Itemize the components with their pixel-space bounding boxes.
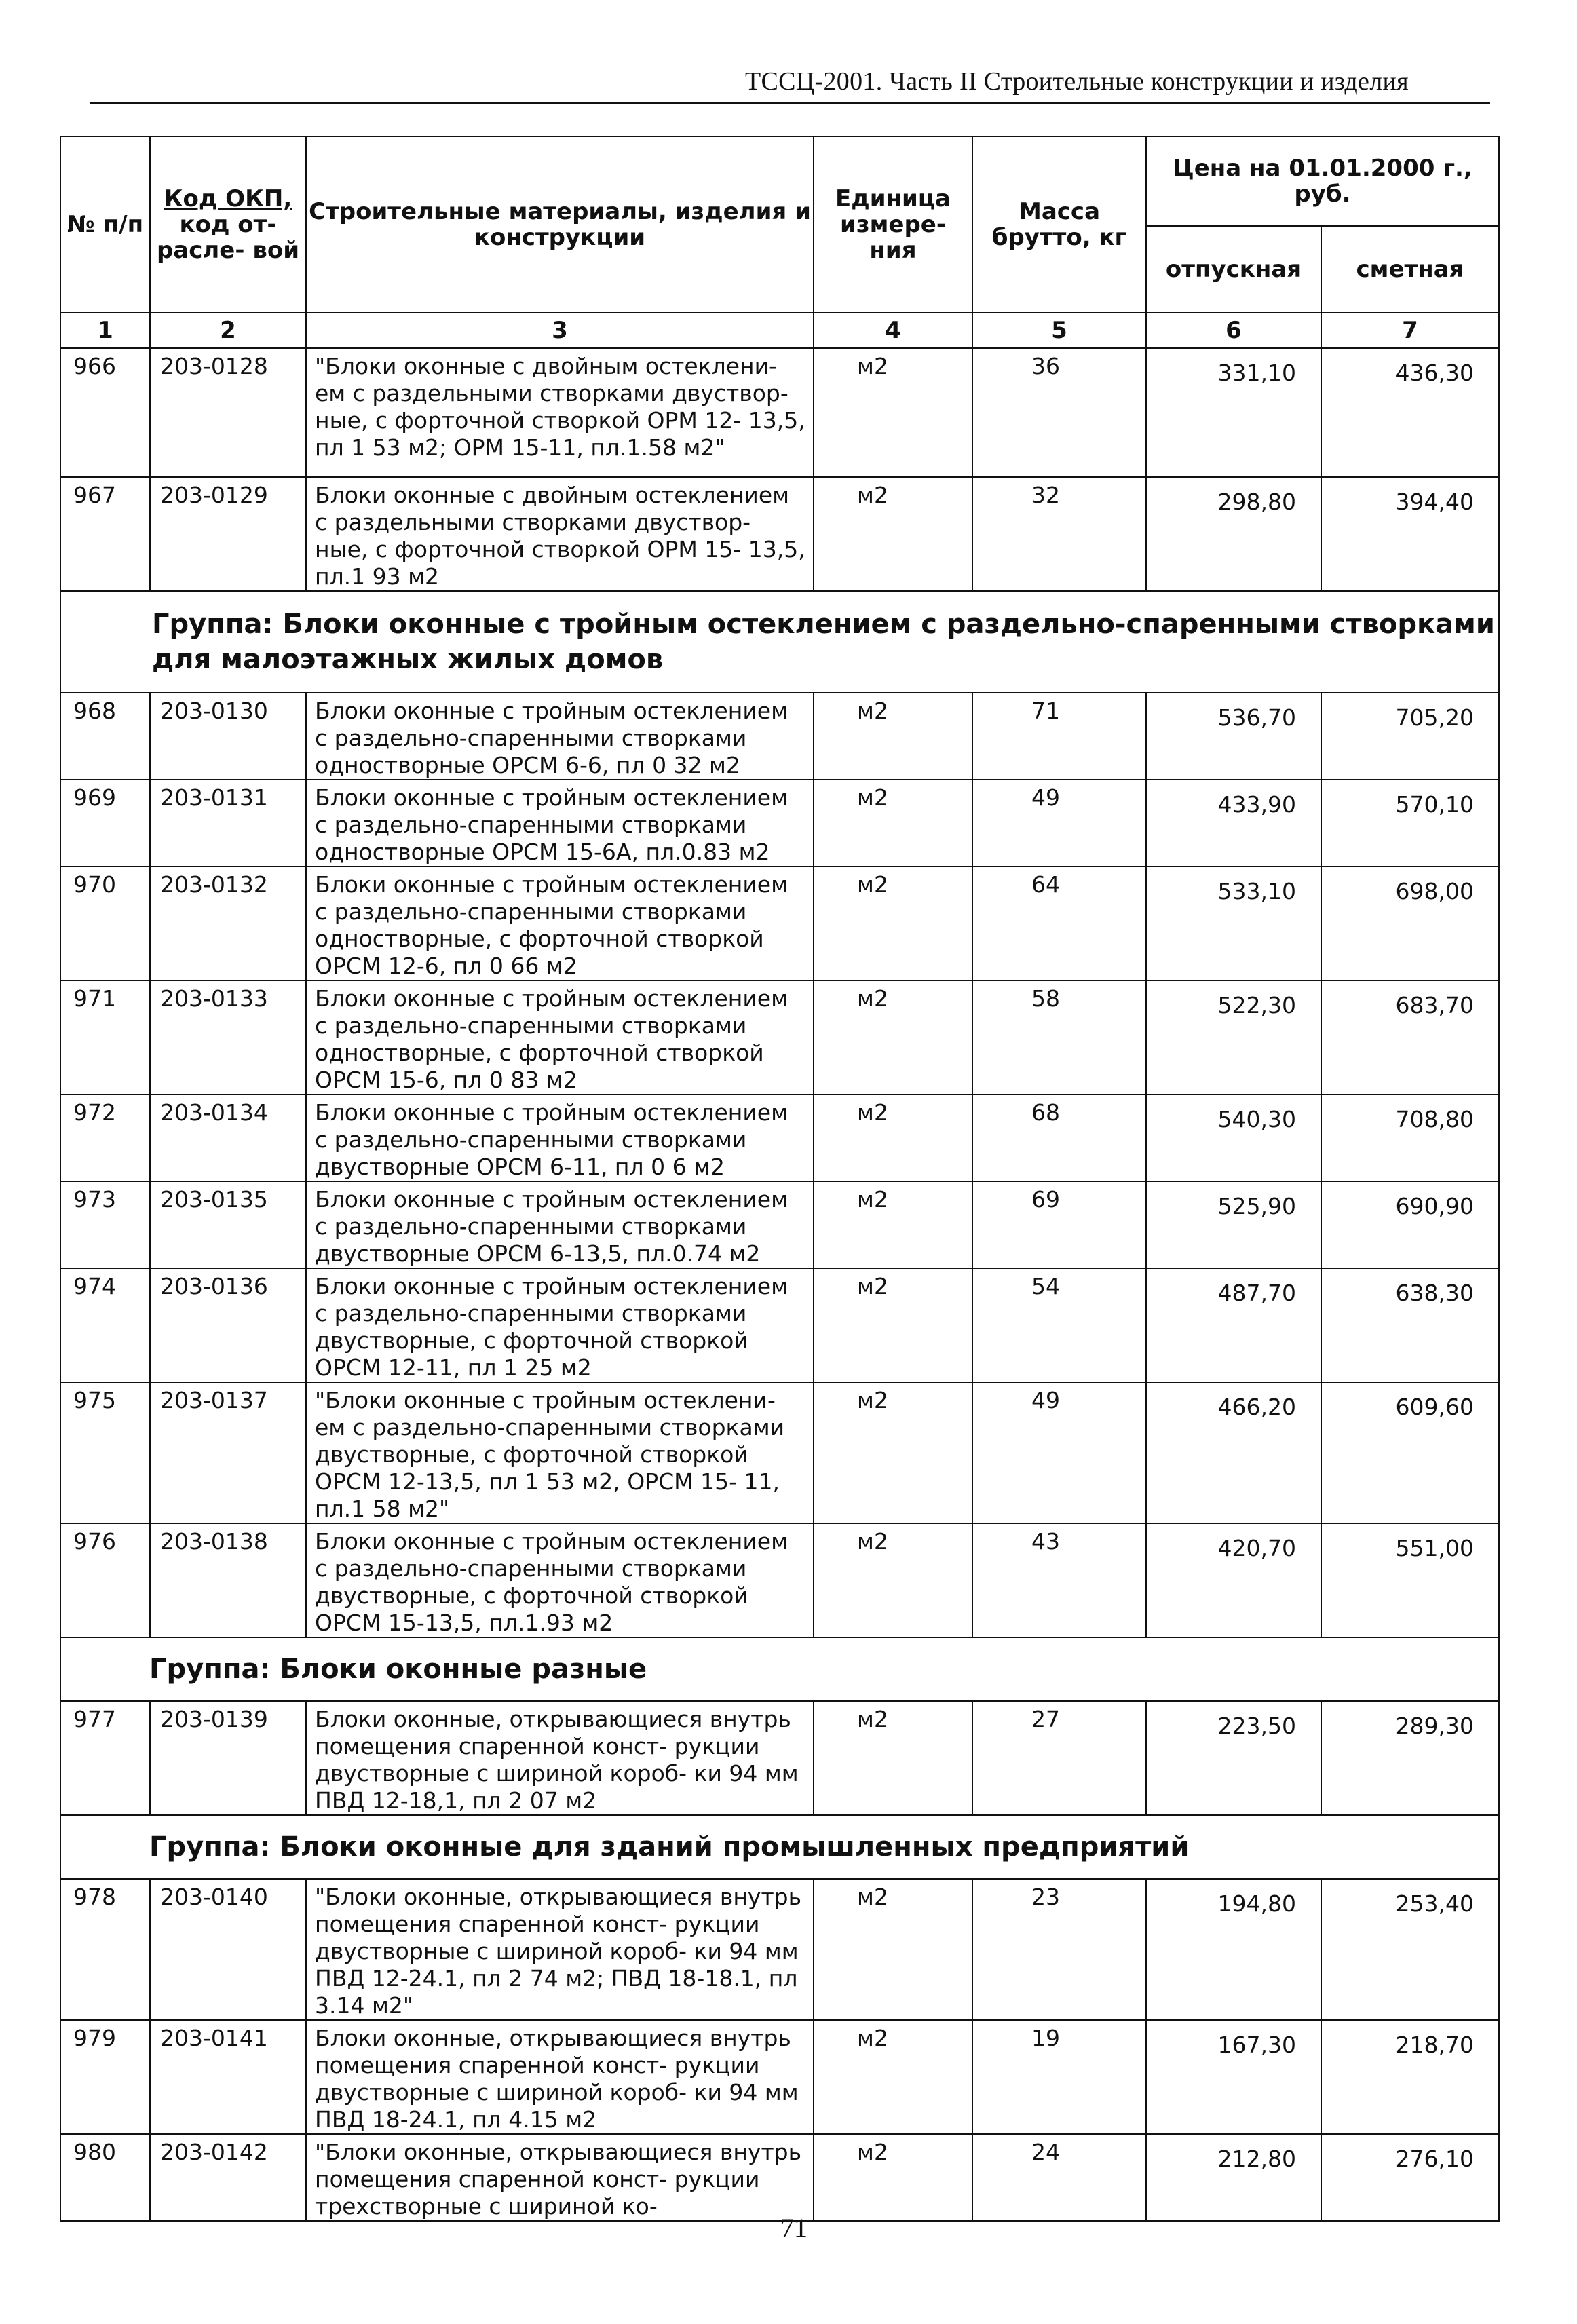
cell-price-estimate: 638,30 — [1321, 1268, 1499, 1382]
cell-price-estimate: 436,30 — [1321, 348, 1499, 477]
page-number: 71 — [780, 2213, 808, 2243]
cell-number: 973 — [60, 1181, 150, 1268]
cell-number: 967 — [60, 477, 150, 591]
table-body — [60, 348, 1499, 2221]
cell-price-estimate: 683,70 — [1321, 980, 1499, 1094]
group-title: Группа: Блоки оконные для зданий промышленных предприятий — [60, 1815, 1499, 1879]
cell-price-release: 331,10 — [1146, 348, 1321, 477]
column-number-row — [60, 313, 1499, 348]
column-number: 6 — [1146, 313, 1321, 348]
cell-unit: м2 — [814, 2134, 972, 2221]
cell-description: Блоки оконные с тройным остеклением с раздельно-спаренными створками одностворные, с форточной створкой ОРСМ 12-6, пл 0 66 м2 — [306, 866, 814, 980]
cell-number: 979 — [60, 2020, 150, 2134]
header-kod — [150, 136, 306, 313]
table-row — [60, 693, 1499, 780]
running-title: ТССЦ-2001. Часть II Строительные конструкции и изделия — [745, 67, 1409, 96]
cell-price-estimate: 253,40 — [1321, 1879, 1499, 2020]
cell-unit: м2 — [814, 693, 972, 780]
cell-code: 203-0141 — [150, 2020, 306, 2134]
header-price-release: отпускная — [1146, 226, 1321, 313]
cell-code: 203-0128 — [150, 348, 306, 477]
cell-code: 203-0133 — [150, 980, 306, 1094]
cell-number: 968 — [60, 693, 150, 780]
table-row — [60, 2020, 1499, 2134]
cell-mass: 36 — [972, 348, 1146, 477]
cell-description: "Блоки оконные, открывающиеся внутрь помещения спаренной конст- рукции двустворные с шириной короб- ки 94 мм ПВД 12-24.1, пл 2 74 м2; ПВД 18-18.1, пл 3.14 м2" — [306, 1879, 814, 2020]
cell-price-release: 525,90 — [1146, 1181, 1321, 1268]
cell-number: 971 — [60, 980, 150, 1094]
group-row — [60, 1815, 1499, 1879]
cell-number: 969 — [60, 780, 150, 866]
header-price: Цена на 01.01.2000 г., руб. — [1146, 136, 1499, 226]
column-number: 3 — [306, 313, 814, 348]
cell-code: 203-0140 — [150, 1879, 306, 2020]
header-mass: Масса брутто, кг — [972, 136, 1146, 313]
column-number: 7 — [1321, 313, 1499, 348]
table-row — [60, 1094, 1499, 1181]
cell-mass: 71 — [972, 693, 1146, 780]
cell-price-release: 194,80 — [1146, 1879, 1321, 2020]
cell-description: "Блоки оконные с двойным остеклени- ем с раздельными створками двуствор- ные, с форточной створкой ОРМ 12- 13,5, пл 1 53 м2; ОРМ 15-11, пл.1.58 м2" — [306, 348, 814, 477]
cell-mass: 24 — [972, 2134, 1146, 2221]
table-row — [60, 1879, 1499, 2020]
cell-code: 203-0136 — [150, 1268, 306, 1382]
cell-description: Блоки оконные с тройным остеклением с раздельно-спаренными створками двустворные ОРСМ 6-13,5, пл.0.74 м2 — [306, 1181, 814, 1268]
cell-price-estimate: 570,10 — [1321, 780, 1499, 866]
cell-number: 970 — [60, 866, 150, 980]
table-row — [60, 2134, 1499, 2221]
cell-unit: м2 — [814, 477, 972, 591]
cell-number: 975 — [60, 1382, 150, 1523]
cell-mass: 68 — [972, 1094, 1146, 1181]
cell-unit: м2 — [814, 1879, 972, 2020]
cell-mass: 58 — [972, 980, 1146, 1094]
cell-price-release: 533,10 — [1146, 866, 1321, 980]
cell-code: 203-0129 — [150, 477, 306, 591]
group-row — [60, 591, 1499, 693]
cell-code: 203-0131 — [150, 780, 306, 866]
cell-description: Блоки оконные, открывающиеся внутрь помещения спаренной конст- рукции двустворные с шириной короб- ки 94 мм ПВД 12-18,1, пл 2 07 м2 — [306, 1701, 814, 1815]
cell-unit: м2 — [814, 866, 972, 980]
table-row — [60, 780, 1499, 866]
table-row — [60, 1523, 1499, 1637]
cell-mass: 43 — [972, 1523, 1146, 1637]
cell-number: 976 — [60, 1523, 150, 1637]
cell-mass: 27 — [972, 1701, 1146, 1815]
cell-price-estimate: 394,40 — [1321, 477, 1499, 591]
cell-price-release: 487,70 — [1146, 1268, 1321, 1382]
cell-unit: м2 — [814, 1701, 972, 1815]
cell-code: 203-0138 — [150, 1523, 306, 1637]
cell-description: Блоки оконные с тройным остеклением с раздельно-спаренными створками двустворные ОРСМ 6-11, пл 0 6 м2 — [306, 1094, 814, 1181]
cell-unit: м2 — [814, 1094, 972, 1181]
cell-code: 203-0132 — [150, 866, 306, 980]
header-materials: Строительные материалы, изделия и конструкции — [306, 136, 814, 313]
cell-description: Блоки оконные с тройным остеклением с раздельно-спаренными створками двустворные, с форточной створкой ОРСМ 15-13,5, пл.1.93 м2 — [306, 1523, 814, 1637]
cell-description: Блоки оконные с тройным остеклением с раздельно-спаренными створками одностворные ОРСМ 6-6, пл 0 32 м2 — [306, 693, 814, 780]
cell-price-estimate: 289,30 — [1321, 1701, 1499, 1815]
cell-mass: 69 — [972, 1181, 1146, 1268]
group-title: Группа: Блоки оконные разные — [60, 1637, 1499, 1701]
cell-description: "Блоки оконные с тройным остеклени- ем с раздельно-спаренными створками двустворные, с форточной створкой ОРСМ 12-13,5, пл 1 53 м2, ОРСМ 15- 11, пл.1 58 м2" — [306, 1382, 814, 1523]
cell-description: Блоки оконные с тройным остеклением с раздельно-спаренными створками одностворные, с форточной створкой ОРСМ 15-6, пл 0 83 м2 — [306, 980, 814, 1094]
header-unit: Единица измере- ния — [814, 136, 972, 313]
cell-code: 203-0139 — [150, 1701, 306, 1815]
cell-unit: м2 — [814, 1382, 972, 1523]
cell-unit: м2 — [814, 1268, 972, 1382]
cell-price-release: 536,70 — [1146, 693, 1321, 780]
cell-description: "Блоки оконные, открывающиеся внутрь помещения спаренной конст- рукции трехстворные с шириной ко- — [306, 2134, 814, 2221]
cell-mass: 23 — [972, 1879, 1146, 2020]
cell-price-release: 223,50 — [1146, 1701, 1321, 1815]
table-row — [60, 866, 1499, 980]
cell-mass: 49 — [972, 1382, 1146, 1523]
cell-unit: м2 — [814, 348, 972, 477]
header-kod-main: Код ОКП, — [164, 185, 292, 212]
column-number: 1 — [60, 313, 150, 348]
cell-price-estimate: 609,60 — [1321, 1382, 1499, 1523]
cell-price-estimate: 708,80 — [1321, 1094, 1499, 1181]
cell-price-estimate: 690,90 — [1321, 1181, 1499, 1268]
group-title: Группа: Блоки оконные с тройным остеклением с раздельно-спаренными створками для малоэтажных жилых домов — [60, 591, 1499, 693]
group-row — [60, 1637, 1499, 1701]
cell-price-release: 540,30 — [1146, 1094, 1321, 1181]
cell-unit: м2 — [814, 1523, 972, 1637]
cell-mass: 64 — [972, 866, 1146, 980]
table-row — [60, 1701, 1499, 1815]
cell-price-release: 167,30 — [1146, 2020, 1321, 2134]
cell-price-estimate: 218,70 — [1321, 2020, 1499, 2134]
table-header — [60, 136, 1499, 348]
cell-description: Блоки оконные с тройным остеклением с раздельно-спаренными створками двустворные, с форточной створкой ОРСМ 12-11, пл 1 25 м2 — [306, 1268, 814, 1382]
header-rule — [90, 102, 1490, 104]
header-num: № п/п — [60, 136, 150, 313]
cell-mass: 54 — [972, 1268, 1146, 1382]
cell-mass: 32 — [972, 477, 1146, 591]
cell-price-release: 298,80 — [1146, 477, 1321, 591]
cell-price-release: 420,70 — [1146, 1523, 1321, 1637]
header-kod-sub: код от- расле- вой — [156, 211, 300, 264]
cell-unit: м2 — [814, 2020, 972, 2134]
cell-unit: м2 — [814, 780, 972, 866]
cell-mass: 19 — [972, 2020, 1146, 2134]
cell-number: 974 — [60, 1268, 150, 1382]
cell-price-estimate: 698,00 — [1321, 866, 1499, 980]
column-number: 5 — [972, 313, 1146, 348]
cell-price-release: 433,90 — [1146, 780, 1321, 866]
column-number: 4 — [814, 313, 972, 348]
table-row — [60, 1382, 1499, 1523]
cell-price-estimate: 276,10 — [1321, 2134, 1499, 2221]
table-row — [60, 1181, 1499, 1268]
cell-number: 980 — [60, 2134, 150, 2221]
cell-price-estimate: 551,00 — [1321, 1523, 1499, 1637]
cell-code: 203-0134 — [150, 1094, 306, 1181]
header-price-estimate: сметная — [1321, 226, 1499, 313]
cell-price-estimate: 705,20 — [1321, 693, 1499, 780]
cell-unit: м2 — [814, 1181, 972, 1268]
cell-code: 203-0142 — [150, 2134, 306, 2221]
cell-description: Блоки оконные, открывающиеся внутрь помещения спаренной конст- рукции двустворные с шириной короб- ки 94 мм ПВД 18-24.1, пл 4.15 м2 — [306, 2020, 814, 2134]
cell-number: 977 — [60, 1701, 150, 1815]
table-row — [60, 980, 1499, 1094]
table-row — [60, 1268, 1499, 1382]
cell-code: 203-0135 — [150, 1181, 306, 1268]
table-row — [60, 477, 1499, 591]
cell-code: 203-0137 — [150, 1382, 306, 1523]
cell-code: 203-0130 — [150, 693, 306, 780]
cell-number: 966 — [60, 348, 150, 477]
cell-number: 978 — [60, 1879, 150, 2020]
cell-description: Блоки оконные с тройным остеклением с раздельно-спаренными створками одностворные ОРСМ 15-6А, пл.0.83 м2 — [306, 780, 814, 866]
column-number: 2 — [150, 313, 306, 348]
cell-price-release: 466,20 — [1146, 1382, 1321, 1523]
cell-unit: м2 — [814, 980, 972, 1094]
cell-mass: 49 — [972, 780, 1146, 866]
cell-price-release: 522,30 — [1146, 980, 1321, 1094]
cell-description: Блоки оконные с двойным остеклением с раздельными створками двуствор- ные, с форточной створкой ОРМ 15- 13,5, пл.1 93 м2 — [306, 477, 814, 591]
cell-price-release: 212,80 — [1146, 2134, 1321, 2221]
cell-number: 972 — [60, 1094, 150, 1181]
table-row — [60, 348, 1499, 477]
price-table — [60, 136, 1500, 2222]
